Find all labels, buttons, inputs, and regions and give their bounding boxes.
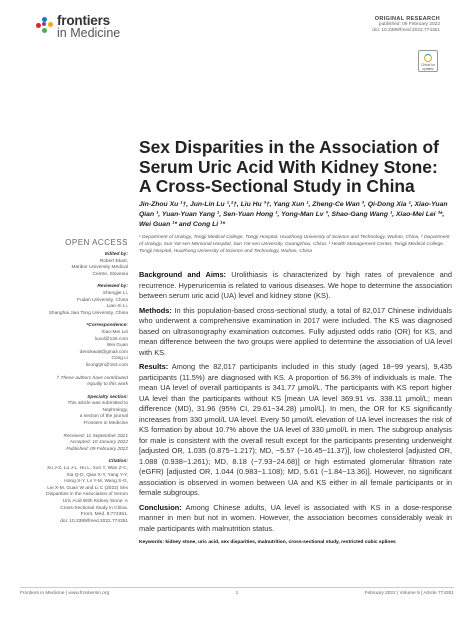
check-updates-label: Check for updates (421, 63, 435, 71)
abstract-background: Background and Aims: Urolithiasis is characterized by high rates of prevalence and recurrence. Hyperuricemia is related to various diseases. We hope to determine the association between serum uric acid (UA) level and kidney stone (KS). (139, 270, 453, 300)
doi[interactable]: doi: 10.3389/fmed.2022.774351 (372, 28, 440, 33)
keywords: Keywords: kidney stone, uric acid, sex disparities, malnutrition, cross-sectional study, restricted cubic splines (139, 540, 396, 545)
article-type: ORIGINAL RESEARCH (374, 16, 440, 22)
footer-divider (20, 587, 454, 588)
author-list: Jin-Zhou Xu ¹†, Jun-Lin Lu ¹,²†, Liu Hu ³†, Yang Xun ¹, Zheng-Ce Wan ³, Qi-Dong Xia ¹, Xiao-Yuan Qian ¹, Yuan-Yuan Yang ¹, Sen-Yuan Hong ¹, Yong-Man Lv ³, Shao-Gang Wang ¹, Xiao-Mei Lei ³*, Wei Guan ¹* and Cong Li ¹* (139, 201, 448, 228)
published-date: published: 09 February 2022 (378, 22, 440, 27)
edited-by: Edited by: Robert Ekart, Maribor University Medical Centre, Slovenia (71, 252, 128, 277)
correspondence: *Correspondence: Xiao-Mei Lei luxul@126.com Wei Guan denokwait@gmail.com Cong Li licongtjm@163.com (20, 323, 128, 369)
affiliations: ¹ Department of Urology, Tongji Medical College, Tongji Hospital, Huazhong University of Science and Technology, Wuhan, China, ² Department of Urology, Sun Yat-sen Memorial Hospital, Sun Yat-sen University, Guangzhou, China, ³ Health Management Center, Tongji Medical College, Tongji Hospital, Huazhong University of Science and Technology, Wuhan, China (139, 235, 450, 254)
citation-doi-link[interactable]: doi: 10.3389/fmed.2022.774351 (60, 518, 128, 524)
article-dates: Received: 11 September 2021 Accepted: 10 January 2022 Published: 09 February 2022 (63, 433, 128, 452)
abstract-methods: Methods: In this population-based cross-sectional study, a total of 82,017 Chinese individuals who underwent a comprehensive examination in 2017 were included. The KS was diagnosed based on ultrasonography examination outcomes. Fully adjusted odds ratio (OR) for KS, and mean difference between the two groups were applied to determine the association of UA level with KS. (139, 305, 452, 357)
page-footer (20, 591, 454, 596)
open-access-label: OPEN ACCESS (65, 238, 128, 247)
abstract-results: Results: Among the 82,017 participants included in this study (aged 18~99 years), 9,435 participants (11.5%) are diagnosed with KS. A proportion of 56.3% of individuals is male. The mean UA level of overall participants is 341.77 μmol/L. The participants with KS report higher UA level than the participants without KS [mean UA level 369.91 vs. 338.11 μmol/L; mean difference (MD), 31.96 (95% CI, 29.61~34.28) μmol/L]. In men, the OR for KS significantly increases from 330 μmol/L UA level. Every 50 μmol/L elevation of UA level increases the risk of KS formation by about 10.7% above the UA level of 330 μmol/L in men. The subgroup analysis for male is consistent with the overall result except for the participants presenting underweight [adjusted OR, 1.035 (0.875~1.217); MD, −5.57 (−16.45~11.37)], low cholesterol [adjusted OR, 1.088 (0.938~1.261); MD, 8.18 (−7.93~24.68)] or high estimated glomerular filtration rate (eGFR) [adjusted OR, 1.044 (0.983~1.108); MD, 5.61 (−1.84~13.36)]. However, no significant association is observed in women between UA and KS either in all female participants or in female subgroups. (139, 362, 452, 497)
page-number: 1 (235, 591, 239, 596)
footer-issue: February 2022 | Volume 9 | Article 774351 (364, 591, 454, 596)
article-title: Sex Disparities in the Association of Serum Uric Acid With Kidney Stone: A Cross-Sectional Study in China (139, 137, 439, 196)
specialty-section: Specialty section: This article was submitted to Nephrology, a section of the journal Frontiers in Medicine (67, 394, 128, 427)
check-for-updates-button[interactable] (418, 50, 438, 72)
logo-name: frontiers (57, 13, 110, 28)
sidebar (20, 238, 128, 531)
logo-journal: in Medicine (57, 26, 121, 40)
email-link[interactable]: denokwait@gmail.com (79, 349, 128, 355)
check-updates-icon (424, 54, 432, 62)
citation: Citation: Xu J-Z, Lu J-L, Hu L, Xun Y, Wan Z-C, Xia Q-D, Qian X-Y, Yang Y-Y, Hong S-Y, Lv Y-M, Wang S-G, Lei X-M, Guan W and Li C (2022) Sex Disparities in the Association of Serum Uric Acid With Kidney Stone: A Cross-Sectional Study in China. Front. Med. 9:774351. doi: 10.3389/fmed.2022.774351 (20, 459, 128, 525)
reviewed-by: Reviewed by: Shengjie Li, Fudan University, China Lian-Xi Li, Shanghai Jiao Tong University, China (48, 284, 128, 316)
email-link[interactable]: licongtjm@163.com (85, 362, 128, 368)
equal-contribution-note: † These authors have contributed equally to this work (56, 375, 128, 388)
abstract (139, 270, 452, 553)
frontiers-logo-icon (36, 16, 54, 34)
article-meta (372, 16, 440, 34)
footer-journal[interactable]: Frontiers in Medicine | www.frontiersin.org (20, 591, 110, 596)
abstract-conclusion: Conclusion: Among Chinese adults, UA level is associated with KS in a dose-response manner in men but not in women. However, the association becomes considerably weak in male participants with malnutrition status. (139, 502, 452, 533)
email-link[interactable]: luxul@126.com (94, 336, 128, 342)
frontiers-logo[interactable] (36, 14, 120, 40)
